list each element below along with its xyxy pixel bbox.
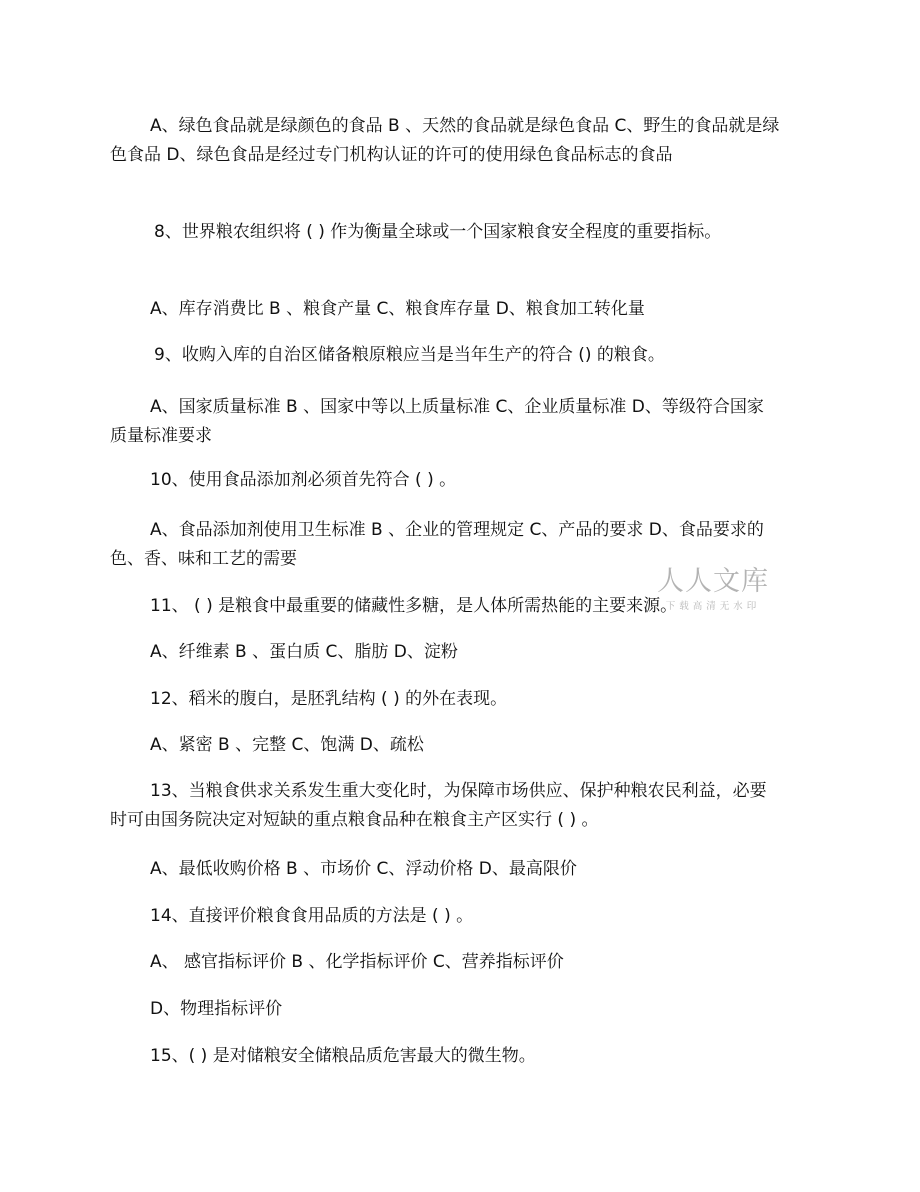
paragraph-q10-options: A、食品添加剂使用卫生标准 B 、企业的管理规定 C、产品的要求 D、食品要求的色、香、味和工艺的需要: [110, 520, 764, 569]
paragraph-q11: 11、 ( ) 是粮食中最重要的储藏性多糖，是人体所需热能的主要来源。: [150, 596, 678, 616]
paragraph-q9: 9、收购入库的自治区储备粮原粮应当是当年生产的符合 () 的粮食。: [154, 345, 665, 365]
paragraph-q11-options: A、纤维素 B 、蛋白质 C、脂肪 D、淀粉: [150, 642, 458, 662]
paragraph-q15: 15、( ) 是对储粮安全储粮品质危害最大的微生物。: [150, 1046, 536, 1066]
paragraph-q7-options: A、绿色食品就是绿颜色的食品 B 、天然的食品就是绿色食品 C、野生的食品就是绿色食品 D、绿色食品是经过专门机构认证的许可的使用绿色食品标志的食品: [110, 116, 780, 165]
paragraph-q9-options: A、国家质量标准 B 、国家中等以上质量标准 C、企业质量标准 D、等级符合国家质量标准要求: [110, 397, 764, 446]
paragraph-q14-options: A、 感官指标评价 B 、化学指标评价 C、营养指标评价: [150, 952, 564, 972]
watermark-title: 人人文库: [657, 566, 769, 597]
paragraph-q14-option-d: D、物理指标评价: [150, 999, 283, 1019]
paragraph-q12-options: A、紧密 B 、完整 C、饱满 D、疏松: [150, 735, 424, 755]
paragraph-q8-options: A、库存消费比 B 、粮食产量 C、粮食库存量 D、粮食加工转化量: [150, 299, 645, 319]
watermark-subtitle: 下载高清无水印: [665, 601, 761, 612]
watermark: [648, 566, 778, 614]
paragraph-q10: 10、使用食品添加剂必须首先符合 ( ) 。: [150, 470, 457, 490]
paragraph-q13-options: A、最低收购价格 B 、市场价 C、浮动价格 D、最高限价: [150, 859, 577, 879]
paragraph-q14: 14、直接评价粮食食用品质的方法是 ( ) 。: [150, 906, 474, 926]
paragraph-q13: 13、当粮食供求关系发生重大变化时，为保障市场供应、保护种粮农民利益，必要时可由国务院决定对短缺的重点粮食品种在粮食主产区实行 ( ) 。: [110, 781, 767, 830]
paragraph-q12: 12、稻米的腹白，是胚乳结构 ( ) 的外在表现。: [150, 689, 508, 709]
paragraph-q8: 8、世界粮农组织将 ( ) 作为衡量全球或一个国家粮食安全程度的重要指标。: [154, 222, 722, 242]
